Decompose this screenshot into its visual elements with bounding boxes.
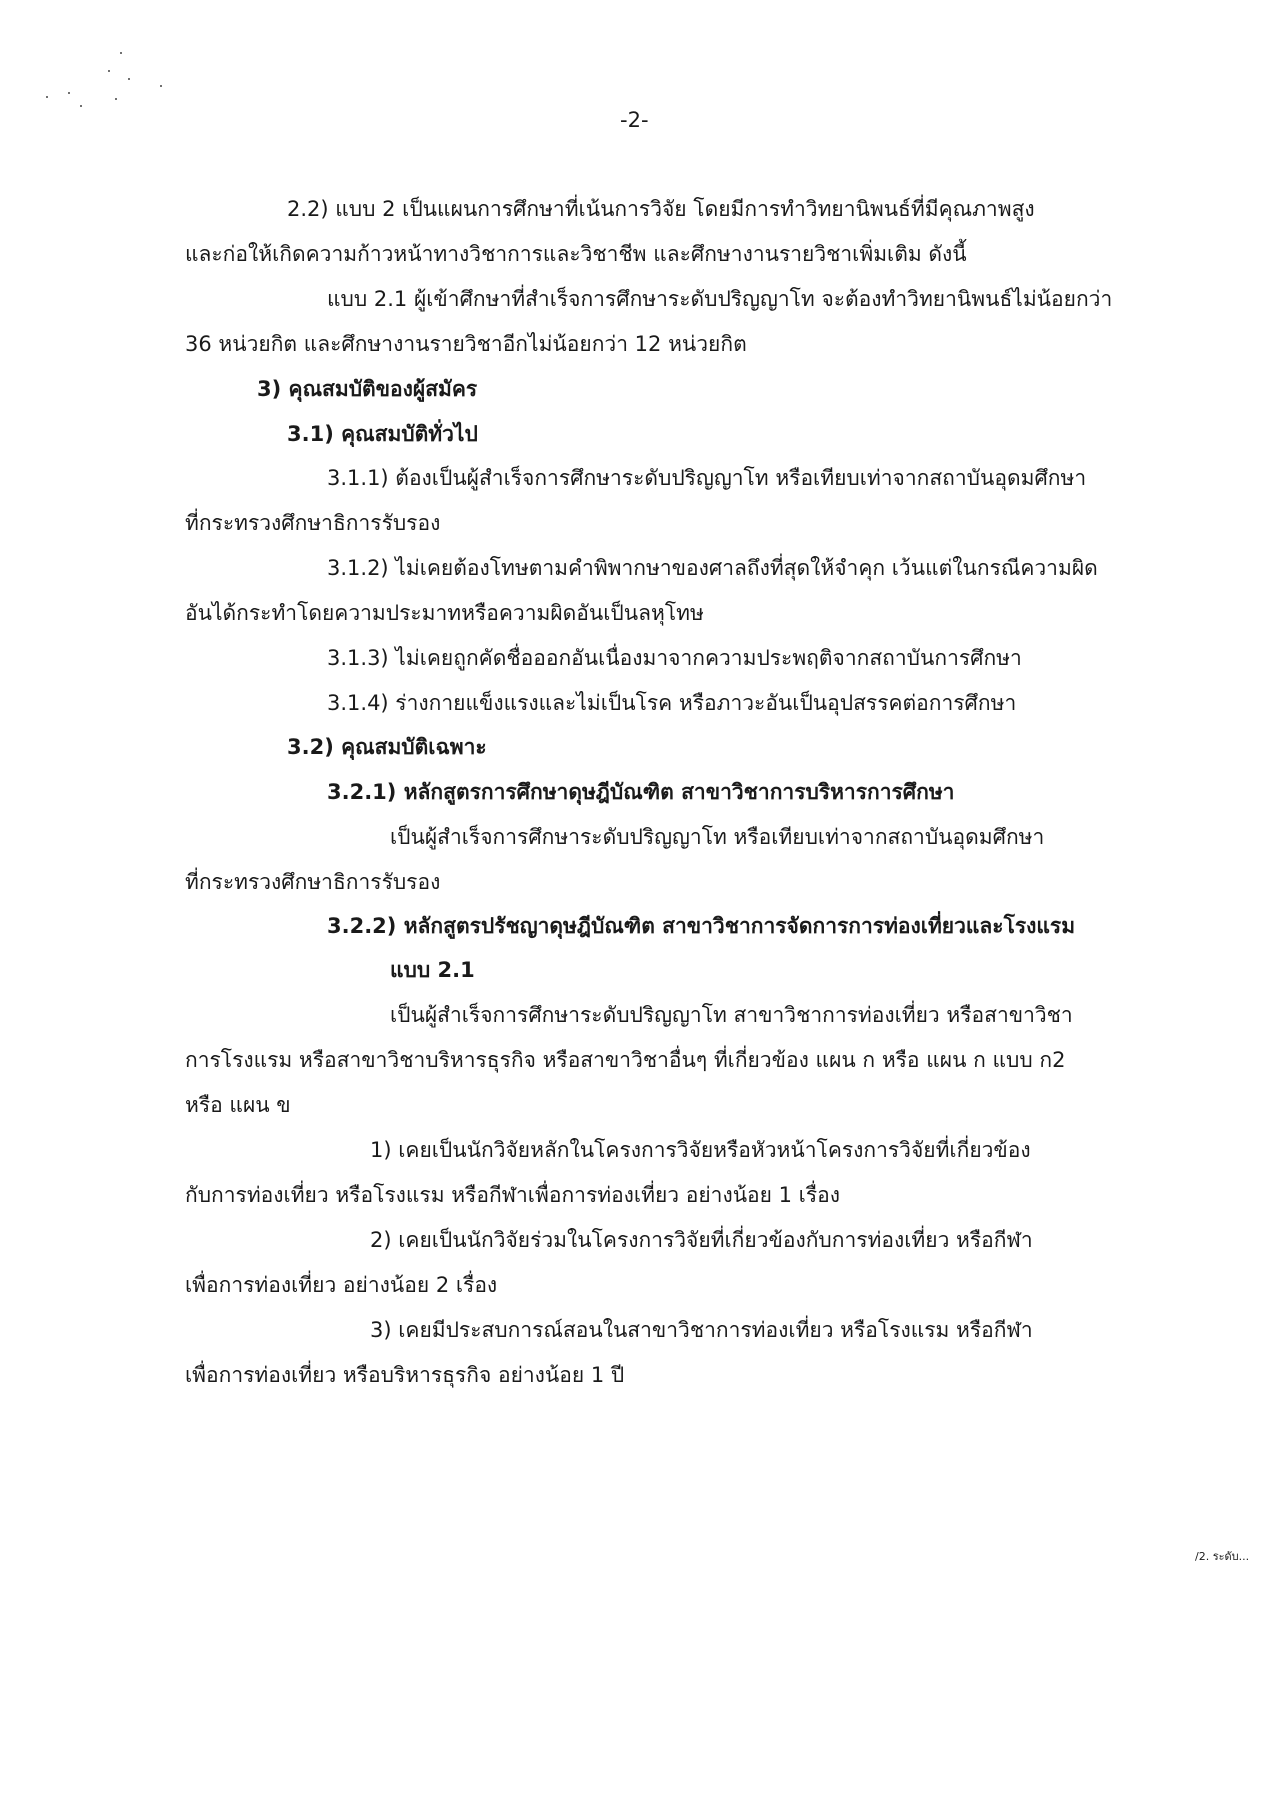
text-line: ที่กระทรวงศึกษาธิการรับรอง	[185, 511, 441, 535]
text-line: 3.1.4) ร่างกายแข็งแรงและไม่เป็นโรค หรือภาวะอันเป็นอุปสรรคต่อการศึกษา	[327, 691, 1017, 715]
scan-speck	[108, 70, 110, 72]
scan-speck	[68, 92, 70, 94]
scan-speck	[46, 96, 48, 98]
text-line: การโรงแรม หรือสาขาวิชาบริหารธุรกิจ หรือสาขาวิชาอื่นๆ ที่เกี่ยวข้อง แผน ก หรือ แผน ก แบบ ก2	[185, 1048, 1066, 1072]
text-line: 3.1.2) ไม่เคยต้องโทษตามคำพิพากษาของศาลถึงที่สุดให้จำคุก เว้นแต่ในกรณีความผิด	[327, 556, 1098, 580]
text-line: เพื่อการท่องเที่ยว อย่างน้อย 2 เรื่อง	[185, 1273, 498, 1297]
page-number: -2-	[620, 108, 649, 132]
list-item: 1) เคยเป็นนักวิจัยหลักในโครงการวิจัยหรือหัวหน้าโครงการวิจัยที่เกี่ยวข้อง	[370, 1138, 1031, 1162]
text-line: 3.1.3) ไม่เคยถูกคัดชื่อออกอันเนื่องมาจากความประพฤติจากสถาบันการศึกษา	[327, 646, 1022, 670]
text-line: ที่กระทรวงศึกษาธิการรับรอง	[185, 870, 441, 894]
text-line: 3.1.1) ต้องเป็นผู้สำเร็จการศึกษาระดับปริญญาโท หรือเทียบเท่าจากสถาบันอุดมศึกษา	[327, 466, 1087, 490]
text-line: 36 หน่วยกิต และศึกษางานรายวิชาอีกไม่น้อยกว่า 12 หน่วยกิต	[185, 332, 747, 356]
scan-speck	[120, 52, 122, 54]
text-line: 2.2) แบบ 2 เป็นแผนการศึกษาที่เน้นการวิจัย โดยมีการทำวิทยานิพนธ์ที่มีคุณภาพสูง	[287, 197, 1035, 221]
text-line: กับการท่องเที่ยว หรือโรงแรม หรือกีฬาเพื่อการท่องเที่ยว อย่างน้อย 1 เรื่อง	[185, 1183, 840, 1207]
text-line: เป็นผู้สำเร็จการศึกษาระดับปริญญาโท หรือเทียบเท่าจากสถาบันอุดมศึกษา	[390, 825, 1045, 849]
section-heading: 3) คุณสมบัติของผู้สมัคร	[257, 377, 478, 401]
continuation-footer: /2. ระดับ...	[1195, 1550, 1250, 1563]
text-line: และก่อให้เกิดความก้าวหน้าทางวิชาการและวิชาชีพ และศึกษางานรายวิชาเพิ่มเติม ดังนี้	[185, 242, 967, 266]
text-line: อันได้กระทำโดยความประมาทหรือความผิดอันเป็นลหุโทษ	[185, 601, 704, 625]
text-line: เพื่อการท่องเที่ยว หรือบริหารธุรกิจ อย่างน้อย 1 ปี	[185, 1363, 625, 1387]
text-line: แบบ 2.1 ผู้เข้าศึกษาที่สำเร็จการศึกษาระดับปริญญาโท จะต้องทำวิทยานิพนธ์ไม่น้อยกว่า	[327, 287, 1113, 311]
text-line: หรือ แผน ข	[185, 1093, 291, 1117]
scan-speck	[80, 105, 82, 107]
subsection-heading: 3.2) คุณสมบัติเฉพาะ	[287, 735, 487, 759]
scan-speck	[128, 78, 130, 80]
list-item: 2) เคยเป็นนักวิจัยร่วมในโครงการวิจัยที่เกี่ยวข้องกับการท่องเที่ยว หรือกีฬา	[370, 1228, 1033, 1252]
list-item: 3) เคยมีประสบการณ์สอนในสาขาวิชาการท่องเที่ยว หรือโรงแรม หรือกีฬา	[370, 1318, 1033, 1342]
subsection-heading: 3.1) คุณสมบัติทั่วไป	[287, 422, 478, 446]
plan-heading: แบบ 2.1	[390, 958, 475, 982]
scan-speck	[160, 85, 162, 87]
program-heading: 3.2.1) หลักสูตรการศึกษาดุษฎีบัณฑิต สาขาวิชาการบริหารการศึกษา	[327, 780, 955, 804]
scan-speck	[115, 98, 117, 100]
text-line: เป็นผู้สำเร็จการศึกษาระดับปริญญาโท สาขาวิชาการท่องเที่ยว หรือสาขาวิชา	[390, 1003, 1073, 1027]
program-heading: 3.2.2) หลักสูตรปรัชญาดุษฎีบัณฑิต สาขาวิชาการจัดการการท่องเที่ยวและโรงแรม	[327, 914, 1076, 938]
